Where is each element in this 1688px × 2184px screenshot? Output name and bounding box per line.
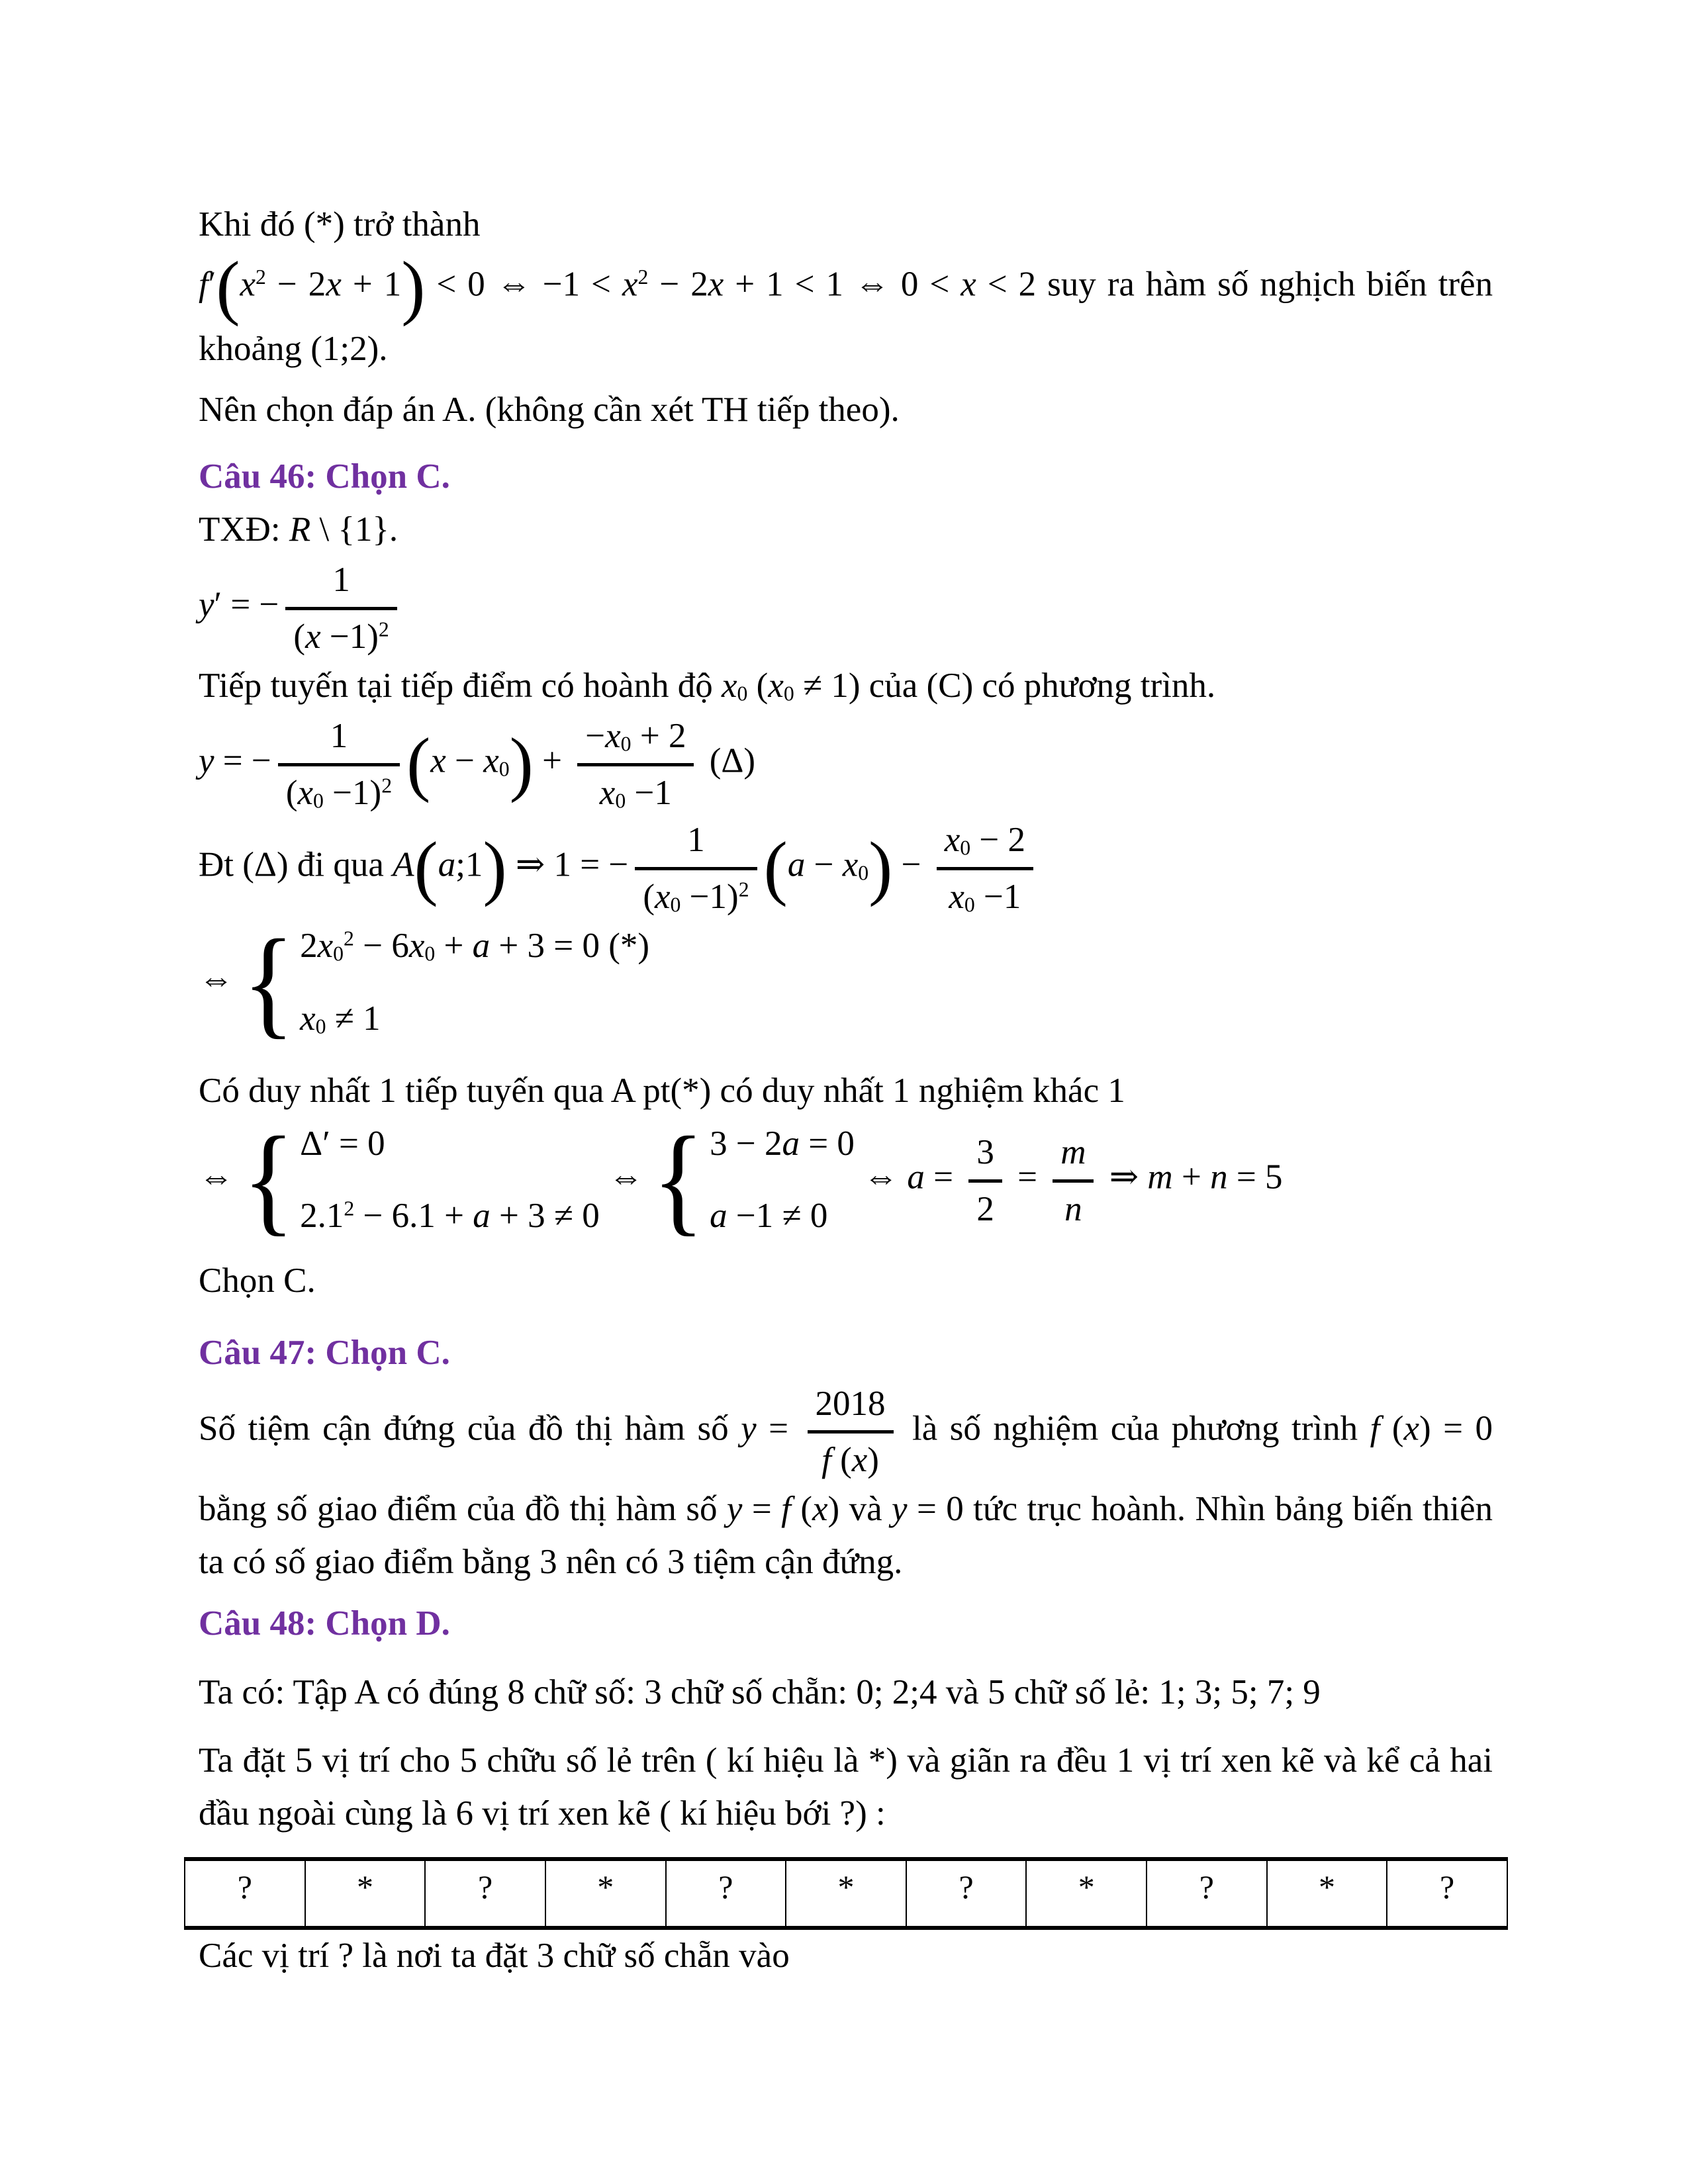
table-cell: ? xyxy=(1387,1859,1507,1928)
paragraph-chon-c: Chọn C. xyxy=(199,1261,316,1300)
paragraph-cau-47-body: Số tiệm cận đứng của đồ thị hàm số y = $\frac{2018}{f (x)}$ là số nghiệm của phương trình f (x) = 0 bằng số giao điểm của đồ thị hàm số y = f (x) và y = 0 tức trục hoành. Nhìn bảng biến thiên ta có số giao điểm bằng 3 nên có 3 tiệm cận đứng. xyxy=(199,1380,1493,1589)
table-cell: ? xyxy=(666,1859,786,1928)
formula-y-prime: y′ = − $\frac{1}{(x -1)^2}$ xyxy=(199,556,1493,660)
table-cell: * xyxy=(305,1859,426,1928)
table-cell: * xyxy=(545,1859,666,1928)
table-cell: ? xyxy=(1147,1859,1267,1928)
paragraph-cac-vi-tri: Các vị trí ? là nơi ta đặt 3 chữ số chẵn vào xyxy=(199,1936,790,1976)
line-txd: TXĐ: R \ {1}. xyxy=(199,510,399,549)
heading-cau-47: Câu 47: Chọn C. xyxy=(199,1334,450,1372)
table-cell: ? xyxy=(185,1859,305,1928)
paragraph-tiep-tuyen: Tiếp tuyến tại tiếp điểm có hoành độ x0 (x0 ≠ 1) của (C) có phương trình. xyxy=(199,666,1216,705)
table-row xyxy=(185,1859,1507,1928)
formula-fprime-inequality: $f'(x^2 - 2x + 1) < 0$ ⇔ $-1 < x^2 - 2x + 1 < 1$ ⇔ 0 < x < 2 suy ra hàm số nghịch biến trên khoảng (1;2). xyxy=(199,246,1493,369)
paragraph-tap-a: Ta có: Tập A có đúng 8 chữ số: 3 chữ số chẵn: 0; 2;4 và 5 chữ số lẻ: 1; 3; 5; 7; 9 xyxy=(199,1672,1321,1711)
formula-system-solution: ⇔ { Δ′ = 0 $2.1^2 - 6.1 + a + 3 \ne 0$ ⇔ { 3 − 2a = 0 a −1 ≠ 0 ⇔ a = $\frac{3}{2}$ = $\frac{m}{n}$ ⇒ m + n = 5 xyxy=(199,1112,1283,1247)
table-cell: ? xyxy=(425,1859,545,1928)
paragraph-ta-dat: Ta đặt 5 vị trí cho 5 chữu số lẻ trên ( kí hiệu là *) và giãn ra đều 1 vị trí xen kẽ và kể cả hai đầu ngoài cùng là 6 vị trí xen kẽ ( kí hiệu bới ?) : xyxy=(199,1741,1493,1833)
table-cell: * xyxy=(786,1859,906,1928)
formula-dt-delta: Đt (Δ) đi qua A(a;1) ⇒ 1 = − $\frac{1}{(x0 -1)^2}$ (a − x0) − $\frac{x0 - 2}{x0 -1}$ ⇔ { $2x0^2 - 6x0 + a + 3 = 0$ (*) x0 ≠ 1 xyxy=(199,816,1493,1045)
table-cell: * xyxy=(1267,1859,1387,1928)
formula-tangent-line: y = − $\frac{1}{(x0 -1)^2}$ (x − x0) + $\frac{-x0 + 2}{x0 -1}$ (Δ) xyxy=(199,712,1493,816)
heading-cau-46: Câu 46: Chọn C. xyxy=(199,457,450,496)
heading-cau-48: Câu 48: Chọn D. xyxy=(199,1604,450,1643)
table-cell: ? xyxy=(906,1859,1027,1928)
position-table xyxy=(184,1857,1508,1930)
paragraph-khi-do: Khi đó (*) trở thành xyxy=(199,205,481,244)
paragraph-co-duy-nhat: Có duy nhất 1 tiếp tuyến qua A pt(*) có duy nhất 1 nghiệm khác 1 xyxy=(199,1071,1125,1110)
table-cell: * xyxy=(1026,1859,1147,1928)
paragraph-nen-chon: Nên chọn đáp án A. (không cần xét TH tiếp theo). xyxy=(199,390,900,429)
